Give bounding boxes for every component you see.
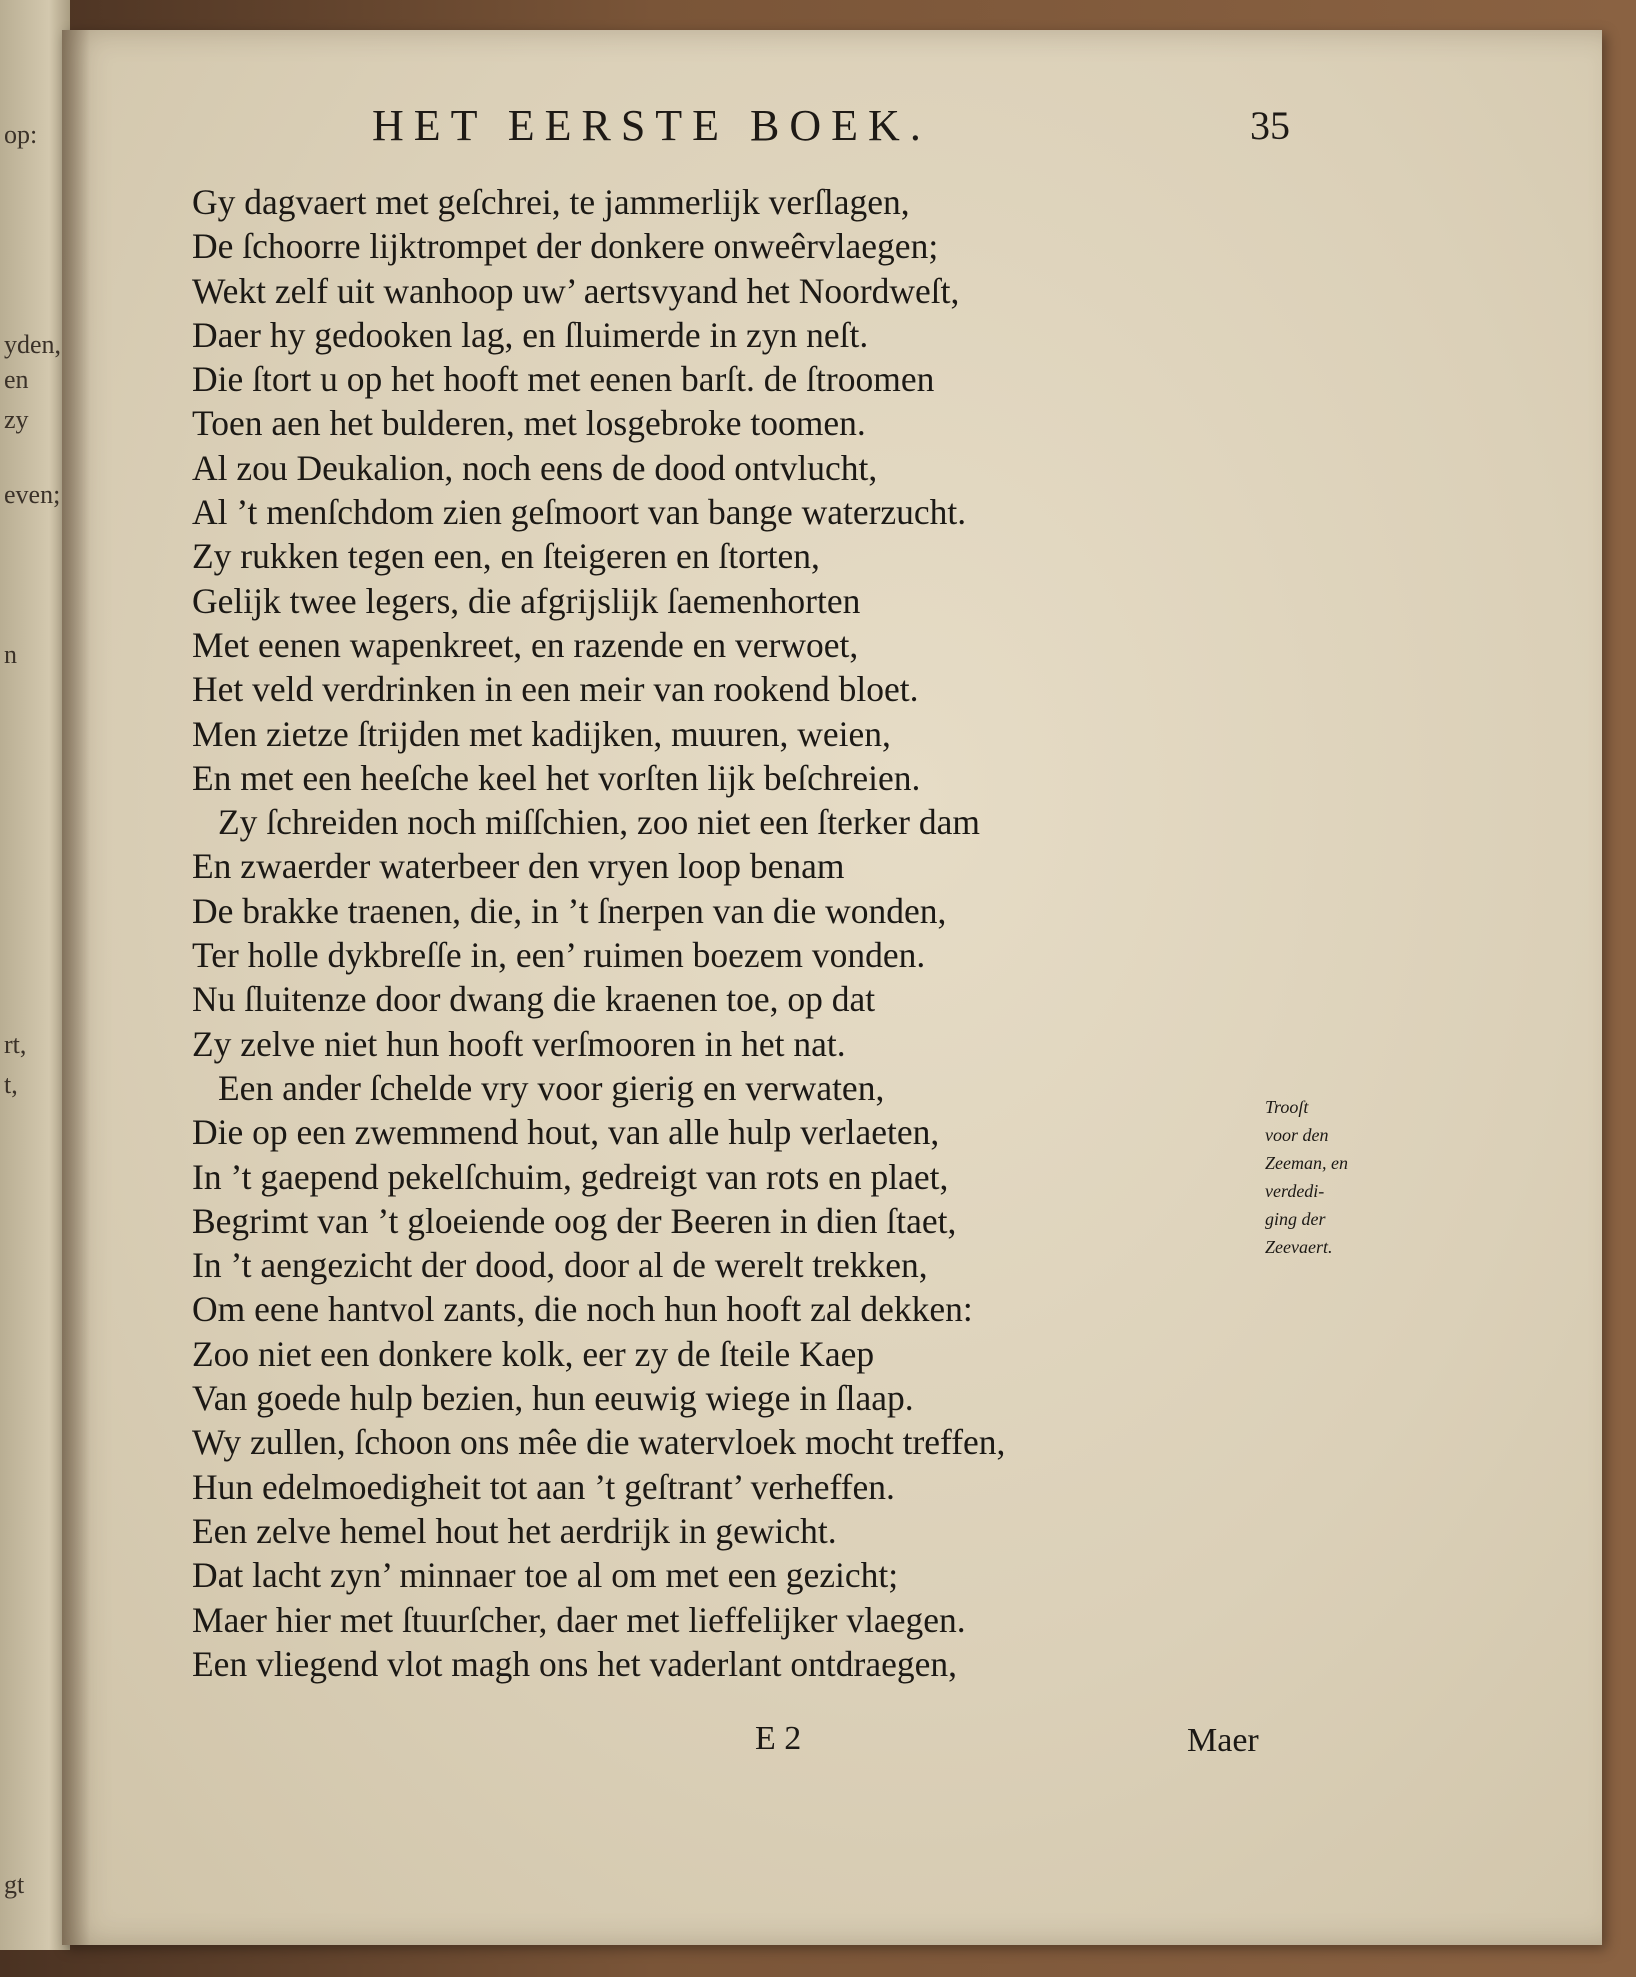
verse-line: Toen aen het bulderen, met losgebroke toomen.: [192, 403, 866, 444]
page-number: 35: [1250, 103, 1290, 148]
left-page-fragment: even;: [4, 480, 61, 509]
verse-line: En zwaerder waterbeer den vryen loop benam: [192, 846, 845, 887]
verse-line: Al ’t menſchdom zien geſmoort van bange waterzucht.: [192, 492, 967, 533]
left-facing-page: [0, 0, 70, 1950]
verse-line: Van goede hulp bezien, hun eeuwig wiege in ſlaap.: [192, 1378, 914, 1419]
verse-line: Begrimt van ’t gloeiende oog der Beeren in dien ſtaet,: [192, 1200, 957, 1241]
verse-line: Die op een zwemmend hout, van alle hulp verlaeten,: [192, 1112, 940, 1153]
verse-line: Daer hy gedooken lag, en ſluimerde in zyn neſt.: [192, 314, 869, 355]
signature-mark: E 2: [755, 1720, 802, 1757]
margin-note-line: ging der: [1265, 1209, 1326, 1229]
left-page-fragment: rt,: [4, 1030, 27, 1059]
verse-line: Gelijk twee legers, die afgrijslijk ſaemenhorten: [192, 580, 861, 621]
verse-line: Wekt zelf uit wanhoop uw’ aertsvyand het Noordweſt,: [192, 270, 960, 311]
page-gutter-shadow: [62, 30, 90, 1945]
verse-line: Een vliegend vlot magh ons het vaderlant ontdraegen,: [192, 1643, 957, 1684]
verse-line: Met eenen wapenkreet, en razende en verwoet,: [192, 624, 859, 665]
verse-line: In ’t gaepend pekelſchuim, gedreigt van rots en plaet,: [192, 1156, 949, 1197]
verse-line: Hun edelmoedigheit tot aan ’t geſtrant’ verheffen.: [192, 1466, 895, 1507]
left-page-fragment: t,: [4, 1070, 18, 1099]
margin-note-line: Zeeman, en: [1265, 1153, 1348, 1173]
verse-line: Zoo niet een donkere kolk, eer zy de ſteile Kaep: [192, 1333, 875, 1374]
verse-block: [192, 180, 1292, 1686]
margin-note-line: Zeevaert.: [1265, 1237, 1333, 1257]
margin-note-line: voor den: [1265, 1125, 1329, 1145]
verse-line: Men zietze ſtrijden met kadijken, muuren, weien,: [192, 713, 891, 754]
verse-line: Al zou Deukalion, noch eens de dood ontvlucht,: [192, 447, 878, 488]
verse-line: Een zelve hemel hout het aerdrijk in gewicht.: [192, 1510, 837, 1551]
verse-line: Een ander ſchelde vry voor gierig en verwaten,: [218, 1067, 885, 1108]
margin-note: [1265, 1093, 1415, 1261]
catchword: Maer: [1187, 1722, 1259, 1759]
verse-line: Wy zullen, ſchoon ons mêe die watervloek mocht treffen,: [192, 1422, 1006, 1463]
left-page-fragment: n: [4, 640, 17, 669]
verse-line: Om eene hantvol zants, die noch hun hooft zal dekken:: [192, 1289, 973, 1330]
running-title: HET EERSTE BOEK.: [372, 101, 931, 150]
left-page-fragment: yden,: [4, 330, 62, 359]
verse-line: Maer hier met ſtuurſcher, daer met lieffelijker vlaegen.: [192, 1599, 966, 1640]
verse-line: De brakke traenen, die, in ’t ſnerpen van die wonden,: [192, 890, 947, 931]
verse-line: Die ſtort u op het hooft met eenen barſt. de ſtroomen: [192, 359, 935, 400]
verse-line: De ſchoorre lijktrompet der donkere onweêrvlaegen;: [192, 226, 939, 267]
left-page-fragment: op:: [4, 120, 38, 149]
verse-line: In ’t aengezicht der dood, door al de werelt trekken,: [192, 1245, 928, 1286]
verse-line: Zy ſchreiden noch miſſchien, zoo niet een ſterker dam: [218, 802, 980, 843]
verse-line: Zy zelve niet hun hooft verſmooren in het nat.: [192, 1023, 846, 1064]
verse-line: Nu ſluitenze door dwang die kraenen toe, op dat: [192, 979, 876, 1020]
left-page-fragment: en: [4, 365, 29, 394]
verse-line: Ter holle dykbreſſe in, een’ ruimen boezem vonden.: [192, 935, 926, 976]
verse-line: Het veld verdrinken in een meir van rookend bloet.: [192, 669, 919, 710]
verse-line: Gy dagvaert met geſchrei, te jammerlijk verſlagen,: [192, 182, 910, 222]
margin-note-line: Trooſt: [1265, 1097, 1309, 1117]
verse-line: En met een heeſche keel het vorſten lijk beſchreien.: [192, 757, 921, 798]
margin-note-line: verdedi-: [1265, 1181, 1325, 1201]
verse-line: Dat lacht zyn’ minnaer toe al om met een gezicht;: [192, 1555, 899, 1596]
left-page-fragment: gt: [4, 1870, 25, 1899]
left-page-fragment: zy: [4, 405, 29, 434]
verse-line: Zy rukken tegen een, en ſteigeren en ſtorten,: [192, 536, 820, 577]
